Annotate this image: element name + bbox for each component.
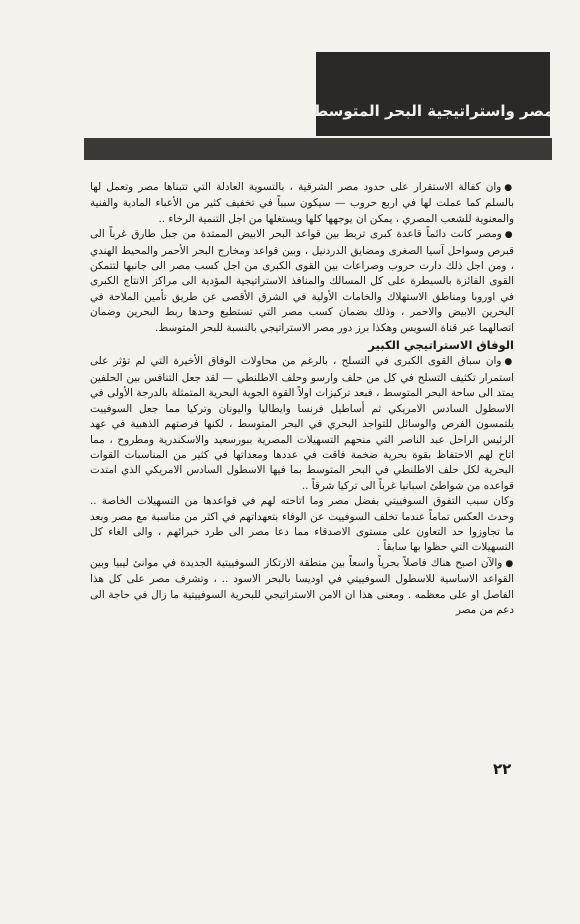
paragraph-2: ●ومصر كانت دائماً قاعدة كبرى تربط بين قواعد البحر الابيض الممتدة من جبل طارق غرباً الى قبرص وسواحل آسيا الصغرى ومضايق الدردنيل ، وبين قواعد ومخارج البحر الأحمر والمحيط الهندي ، ومن اجل ذلك دارت حروب وصراعات بين القوى الكبرى من اجل كسب مصر الى جانبها لتتمكن القوى الفائزة بالسيطرة على كل المسالك والمنافذ الاستراتيجية المؤدية الى مراكز الانتاج الكبرى في اوروبا ومناطق الاستهلاك والخامات الأولية في الشرق الأقصى عن طريق تأمين الملاحة في البحرين الابيض والاحمر ، وذلك بضمان كسب مصر التي تستطيع وحدها ربط البحرين وضمان اتصالهما عبر قناة السويس وهكذا برز دور مصر الاستراتيجي بالنسبة للبحر المتوسط. [90, 228, 514, 334]
page-number: ٢٢ [493, 760, 512, 778]
chapter-title: مصر واستراتيجية البحر المتوسط [312, 102, 554, 120]
bullet-icon: ● [504, 230, 514, 241]
bullet-icon: ● [505, 558, 514, 569]
paragraph-5: ●والآن اصبح هناك فاصلاً بحرياً واسعاً بين منطقة الارتكاز السوفييتية الجديدة في موانئ ليبيا وبين القواعد الاساسية للاسطول السوفييتي في اوديسا بالبحر الاسود .. ، وتشرف مصر على كل هذا الفاصل او على معظمه . ومعنى هذا ان الامن الاستراتيجي للبحرية السوفييتية ما زال في حاجة الى دعم من مصر [90, 556, 514, 616]
paragraph-3: ●وان سباق القوى الكبرى في التسلح ، بالرغم من محاولات الوفاق الأخيرة التي لم تؤثر على استمرار تكثيف التسلح في كل من حلف وارسو وحلف الاطلنطي — لقد جعل التنافس بين الحلفين يمتد الى ساحة البحر المتوسط ، فبعد تركيزات اولاً القوة الجوية البحرية المتمثلة بالدرجة الأولى في الاسطول السادس الامريكي ثم أساطيل فرنسا وايطاليا واليونان وتركيا مما جعل السوفييت يلتمسون الفرص والوسائل للتواجد البحري في البحر المتوسط ، لكنها فرصتهم الذهبية في عهد الرئيس الراحل عبد الناصر التي منحهم التسهيلات المصرية ببورسعيد والاسكندرية ومطروح ، مما اتاح لهم الاحتفاظ بقوة بحرية ضخمة فاقت في عددها ومعداتها في كثير من المناسبات القوات البحرية لكل حلف الاطلنطي في البحر المتوسط بما فيها الاسطول السادس الامريكي الذي امتدت قواعده من شواطئ اسبانيا غرباً الى تركيا شرقاً .. [90, 355, 514, 492]
bullet-icon: ● [504, 357, 514, 368]
bullet-icon: ● [504, 183, 514, 193]
title-band [84, 138, 552, 160]
article-body [90, 180, 514, 760]
chapter-title-box [312, 52, 554, 136]
paragraph-4: وكان سبب التفوق السوفييتي بفضل مصر وما اتاحته لهم في قواعدها من التسهيلات الخاصة .. وحدث العكس تماماً عندما تخلف السوفييت عن الوفاء بتعهداتهم في اكثر من مناسبة مع مصر وبعد ما تجاوزوا حد التعاون على مستوى الاصدقاء مما دعا مصر الى طرد خبرائهم ، والى الغاء كل التسهيلات التي حظوا بها سابقاً . [90, 495, 514, 554]
paragraph-1: ●وان كفالة الاستقرار على حدود مصر الشرقية ، بالتسوية العادلة التي تتبناها مصر وتعمل لها بالسلم كما عملت لها في اربع حروب — سيكون سبباً في تخفيف كثير من الأعباء المادية والفنية والمعنوية للشعب المصري ، يمكن ان يوجهها كلها ويستغلها من اجل التنمية الرخاء .. [90, 181, 514, 225]
section-heading: الوفاق الاستراتيجي الكبير [368, 338, 514, 353]
